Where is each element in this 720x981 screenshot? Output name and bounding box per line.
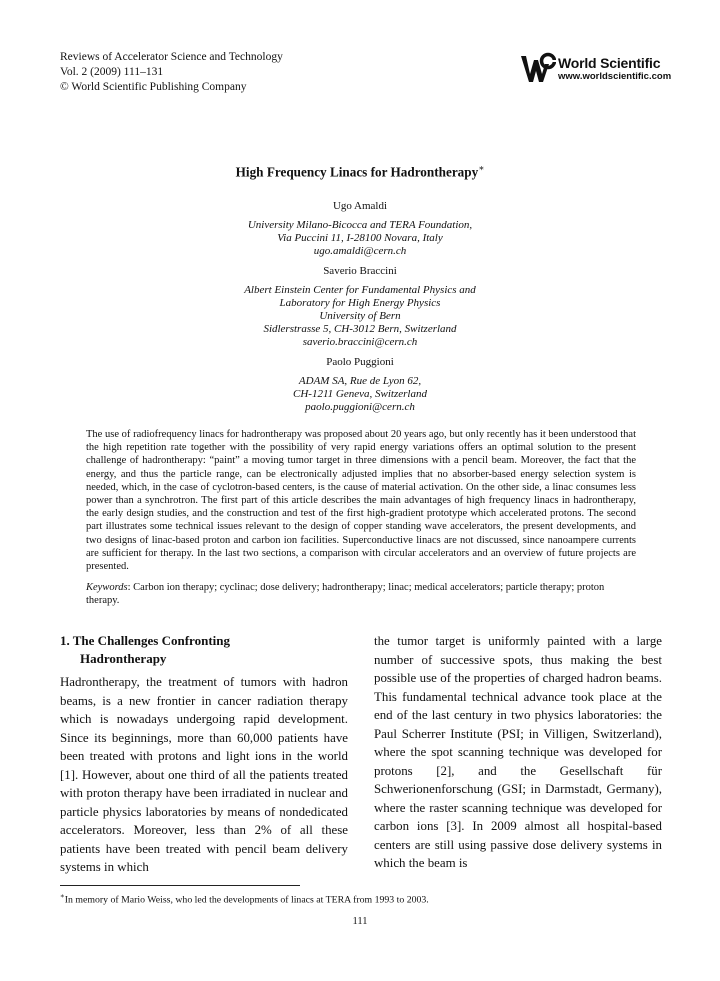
author-name: Saverio Braccini: [323, 265, 397, 277]
logo-url: www.worldscientific.com: [558, 71, 672, 82]
affiliation-line: Albert Einstein Center for Fundamental Physics and: [244, 284, 476, 296]
affiliation-line: University of Bern: [319, 310, 401, 322]
journal-copyright: © World Scientific Publishing Company: [60, 81, 247, 93]
author-name: Paolo Puggioni: [326, 356, 394, 368]
author-name: Ugo Amaldi: [332, 200, 388, 212]
keywords-label: Keywords: [86, 582, 128, 593]
section-heading: [60, 632, 230, 668]
footnote: [60, 892, 429, 905]
author-affiliation: [0, 375, 720, 414]
journal-volume: Vol. 2 (2009) 111–131: [60, 66, 164, 78]
author-2: [0, 265, 720, 349]
page-number: 111: [352, 916, 368, 927]
paper-title: [0, 163, 720, 180]
keywords-text: : Carbon ion therapy; cyclinac; dose delivery; hadrontherapy; linac; medical accelerators; particle therapy; proton therapy.: [86, 582, 605, 607]
title-text: High Frequency Linacs for Hadrontherapy: [235, 164, 479, 180]
affiliation-line: University Milano-Bicocca and TERA Foundation,: [247, 219, 473, 231]
logo-name: World Scientific: [558, 55, 661, 71]
journal-name: Reviews of Accelerator Science and Technology: [60, 51, 283, 63]
author-email: ugo.amaldi@cern.ch: [313, 245, 407, 257]
affiliation-line: Sidlerstrasse 5, CH-3012 Bern, Switzerland: [263, 323, 457, 335]
title-footnote-mark: ∗: [478, 163, 485, 173]
author-affiliation: [0, 284, 720, 349]
author-block: [0, 200, 720, 414]
affiliation-line: CH-1211 Geneva, Switzerland: [293, 388, 427, 400]
affiliation-line: Laboratory for High Energy Physics: [279, 297, 441, 309]
section-heading-line1: 1. The Challenges Confronting: [60, 633, 230, 648]
abstract: The use of radiofrequency linacs for hadrontherapy was proposed about 20 years ago, but only recently has it been understood that the high repetition rate together with the possibility of very rapid energy variations offers an optimal solution to the present challenge of hadrontherapy: “paint” a moving tumor target in three dimensions with a pencil beam. Moreover, the fact that the energy, and thus the particle range, can be electronically adjusted implies that no absorber-based energy selection system is needed, which, in the case of cyclotron-based centers, is the cause of material activation. On the other side, a linac consumes less power than a synchrotron. The first part of this article describes the main advantages of high frequency linacs in hadrontherapy, the early design studies, and the construction and test of the first high-gradient prototype which accelerated protons. The second part illustrates some technical issues relevant to the design of copper standing wave accelerators, the present developments, and two designs of linac-based proton and carbon ion facilities. Superconductive linacs are not discussed, since nanoampere currents are sufficient for therapy. In the last two sections, a comparison with circular accelerators and an overview of future projects are presented.: [86, 429, 636, 573]
footnote-divider: [60, 885, 300, 886]
affiliation-line: ADAM SA, Rue de Lyon 62,: [298, 375, 422, 387]
author-email: saverio.braccini@cern.ch: [302, 336, 418, 348]
journal-header: [60, 50, 283, 95]
author-affiliation: [0, 219, 720, 258]
affiliation-line: Via Puccini 11, I-28100 Novara, Italy: [277, 232, 443, 244]
world-scientific-logo-icon: [520, 52, 556, 84]
author-1: [0, 200, 720, 258]
keywords: [86, 581, 636, 607]
footnote-text: In memory of Mario Weiss, who led the developments of linacs at TERA from 1993 to 2003.: [64, 894, 429, 906]
footnote-mark: ∗: [60, 892, 65, 900]
section-heading-line2: Hadrontherapy: [80, 651, 167, 666]
body-column-left: Hadrontherapy, the treatment of tumors with hadron beams, is a new frontier in cancer radiation therapy which is nowadays undergoing rapid development. Since its beginnings, more than 60,000 patients have been treated with protons and light ions in the world [1]. However, about one third of all the patients treated with proton therapy have been irradiated in nuclear and particle physics laboratories by means of nondedicated accelerators. Moreover, less than 2% of all these patients have been treated with pencil beam delivery systems in which: [60, 675, 348, 874]
author-3: [0, 356, 720, 414]
publisher-logo: [520, 52, 670, 86]
author-email: paolo.puggioni@cern.ch: [305, 401, 415, 413]
body-column-right: the tumor target is uniformly painted with a large number of successive spots, thus making the best possible use of the properties of charged hadron beams. This fundamental technical advance took place at the end of the last century in two physics laboratories: the Paul Scherrer Institute (PSI; in Villigen, Switzerland), where the spot scanning technique was developed for protons [2], and the Gesellschaft für Schwerionenforschung (GSI; in Darmstadt, Germany), where the raster scanning technique was developed for carbon ions [3]. In 2009 almost all hospital-based centers are still using passive dose delivery systems in which the beam is: [374, 634, 662, 870]
